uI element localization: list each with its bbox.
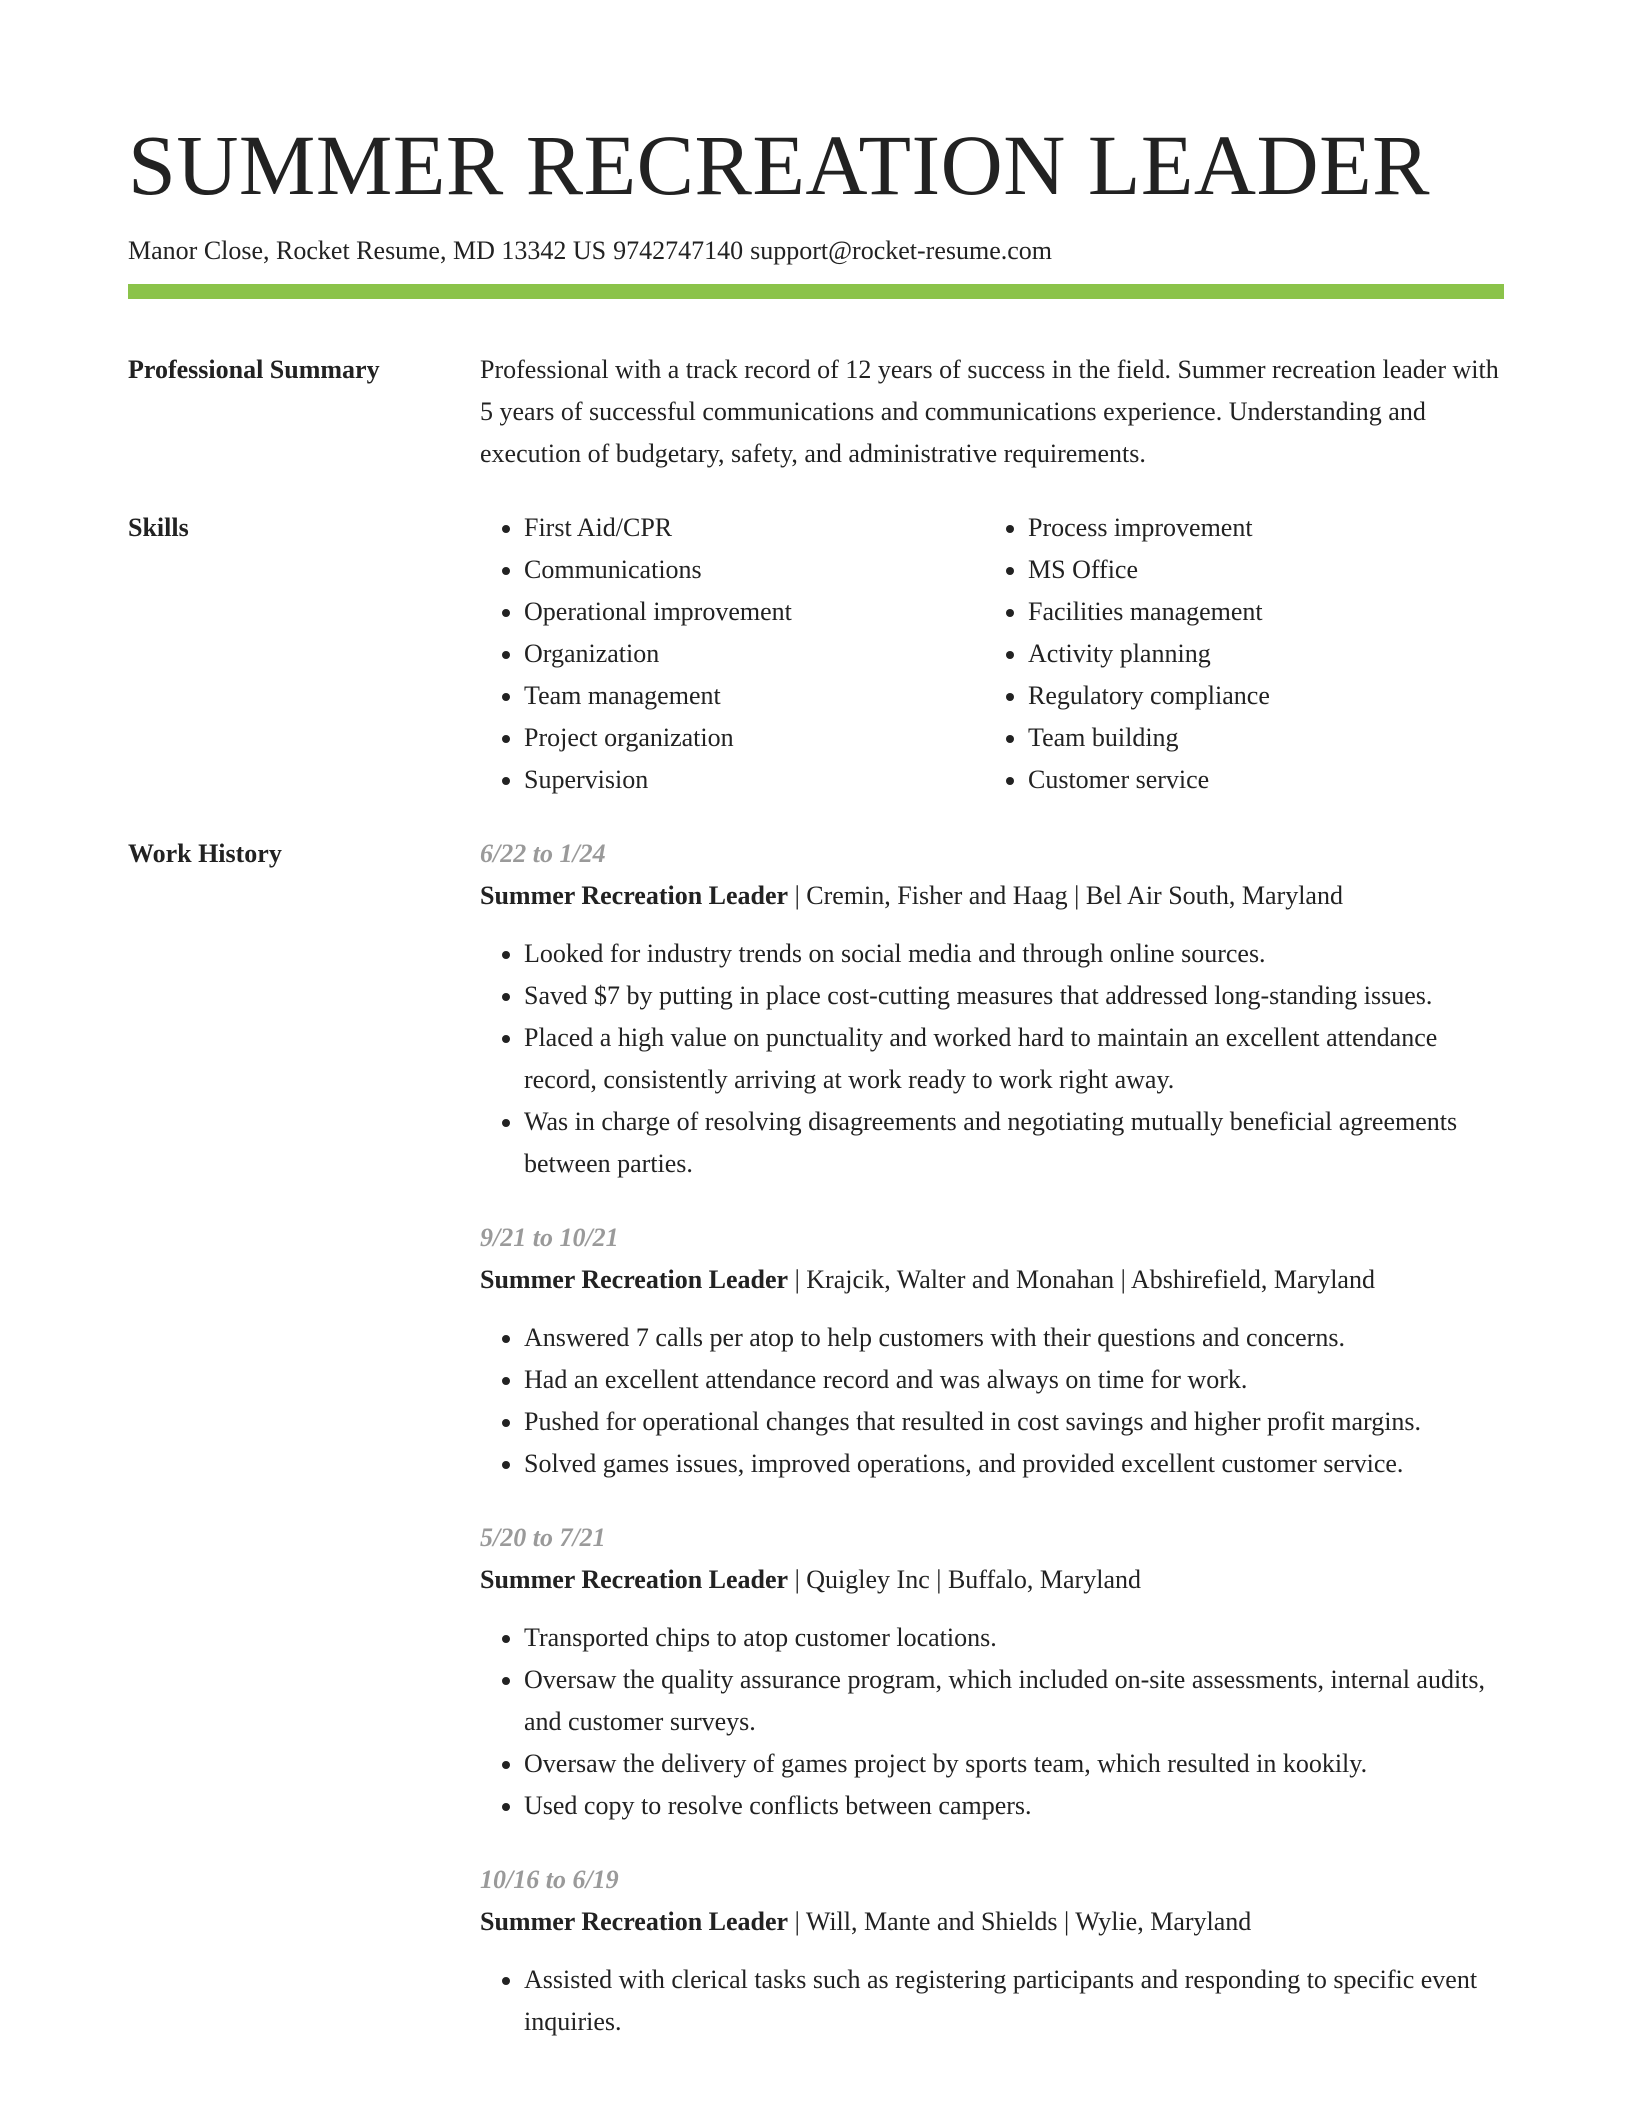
job-entry (480, 1217, 1504, 1485)
skill-item: • First Aid/CPR (524, 507, 984, 549)
job-entry (480, 1859, 1504, 2043)
skill-item: • Regulatory compliance (1028, 675, 1488, 717)
job-bullet: • Oversaw the delivery of games project by sports team, which resulted in kookily. (524, 1743, 1504, 1785)
job-details: | Will, Mante and Shields | Wylie, Maryland (788, 1907, 1252, 1937)
summary-heading: Professional Summary (128, 355, 380, 385)
job-bullet: • Had an excellent attendance record and was always on time for work. (524, 1359, 1504, 1401)
skill-item: • Process improvement (1028, 507, 1488, 549)
job-bullet: • Was in charge of resolving disagreements and negotiating mutually beneficial agreements between parties. (524, 1101, 1504, 1185)
skill-item: • Team management (524, 675, 984, 717)
job-bullet: • Used copy to resolve conflicts between campers. (524, 1785, 1504, 1827)
skill-item: • Supervision (524, 759, 984, 801)
job-bullets (480, 1959, 1504, 2043)
job-role-line (480, 875, 1504, 917)
job-bullet: • Oversaw the quality assurance program, which included on-site assessments, internal audits, and customer surveys. (524, 1659, 1504, 1743)
job-bullet: • Looked for industry trends on social media and through online sources. (524, 933, 1504, 975)
job-role-line (480, 1901, 1504, 1943)
contact-email: support@rocket-resume.com (750, 236, 1053, 265)
contact-line (128, 235, 1504, 266)
skills-list-right (984, 507, 1488, 801)
job-bullet: • Pushed for operational changes that resulted in cost savings and higher profit margins. (524, 1401, 1504, 1443)
job-bullet: • Solved games issues, improved operations, and provided excellent customer service. (524, 1443, 1504, 1485)
skill-item: • Communications (524, 549, 984, 591)
job-bullet: • Transported chips to atop customer locations. (524, 1617, 1504, 1659)
job-bullet: • Saved $7 by putting in place cost-cutting measures that addressed long-standing issues. (524, 975, 1504, 1017)
job-title: Summer Recreation Leader (480, 1907, 789, 1937)
job-dates: 10/16 to 6/19 (480, 1865, 619, 1895)
skill-item: • Team building (1028, 717, 1488, 759)
contact-address: Manor Close, Rocket Resume, MD 13342 US (128, 236, 607, 265)
summary-text: Professional with a track record of 12 years of success in the field. Summer recreation leader with 5 years of successful communications and communications experience. Understanding and execution of budgetary, safety, and administrative requirements. (480, 355, 1499, 469)
skills-section (128, 507, 1504, 801)
job-role-line (480, 1559, 1504, 1601)
job-details: | Cremin, Fisher and Haag | Bel Air South, Maryland (788, 881, 1343, 911)
skills-columns (480, 507, 1504, 801)
job-role-line (480, 1259, 1504, 1301)
job-dates: 9/21 to 10/21 (480, 1223, 619, 1253)
job-details: | Krajcik, Walter and Monahan | Abshirefield, Maryland (788, 1265, 1375, 1295)
skill-item: • Project organization (524, 717, 984, 759)
skills-list-left (480, 507, 984, 801)
job-entry (480, 1517, 1504, 1827)
skill-item: • Organization (524, 633, 984, 675)
contact-phone: 9742747140 (613, 236, 744, 265)
resume-page (128, 0, 1504, 2043)
summary-section (128, 349, 1504, 475)
work-history-section (128, 833, 1504, 2043)
skill-item: • Facilities management (1028, 591, 1488, 633)
job-entry (480, 833, 1504, 1185)
work-history-entries (480, 833, 1504, 2043)
job-title: Summer Recreation Leader (480, 1565, 789, 1595)
accent-rule (128, 284, 1504, 299)
job-bullet: • Answered 7 calls per atop to help customers with their questions and concerns. (524, 1317, 1504, 1359)
job-dates: 6/22 to 1/24 (480, 839, 606, 869)
job-bullet: • Placed a high value on punctuality and worked hard to maintain an excellent attendance record, consistently arriving at work ready to work right away. (524, 1017, 1504, 1101)
job-bullets (480, 1317, 1504, 1485)
job-bullets (480, 1617, 1504, 1827)
job-bullet: • Assisted with clerical tasks such as registering participants and responding to specific event inquiries. (524, 1959, 1504, 2043)
skill-item: • Operational improvement (524, 591, 984, 633)
job-dates: 5/20 to 7/21 (480, 1523, 606, 1553)
work-history-heading: Work History (128, 839, 282, 869)
job-bullets (480, 933, 1504, 1185)
skill-item: • MS Office (1028, 549, 1488, 591)
job-title: Summer Recreation Leader (480, 881, 789, 911)
skill-item: • Customer service (1028, 759, 1488, 801)
job-details: | Quigley Inc | Buffalo, Maryland (788, 1565, 1141, 1595)
skill-item: • Activity planning (1028, 633, 1488, 675)
skills-heading: Skills (128, 513, 189, 543)
job-title: Summer Recreation Leader (480, 1265, 789, 1295)
resume-name: SUMMER RECREATION LEADER (128, 117, 1431, 213)
